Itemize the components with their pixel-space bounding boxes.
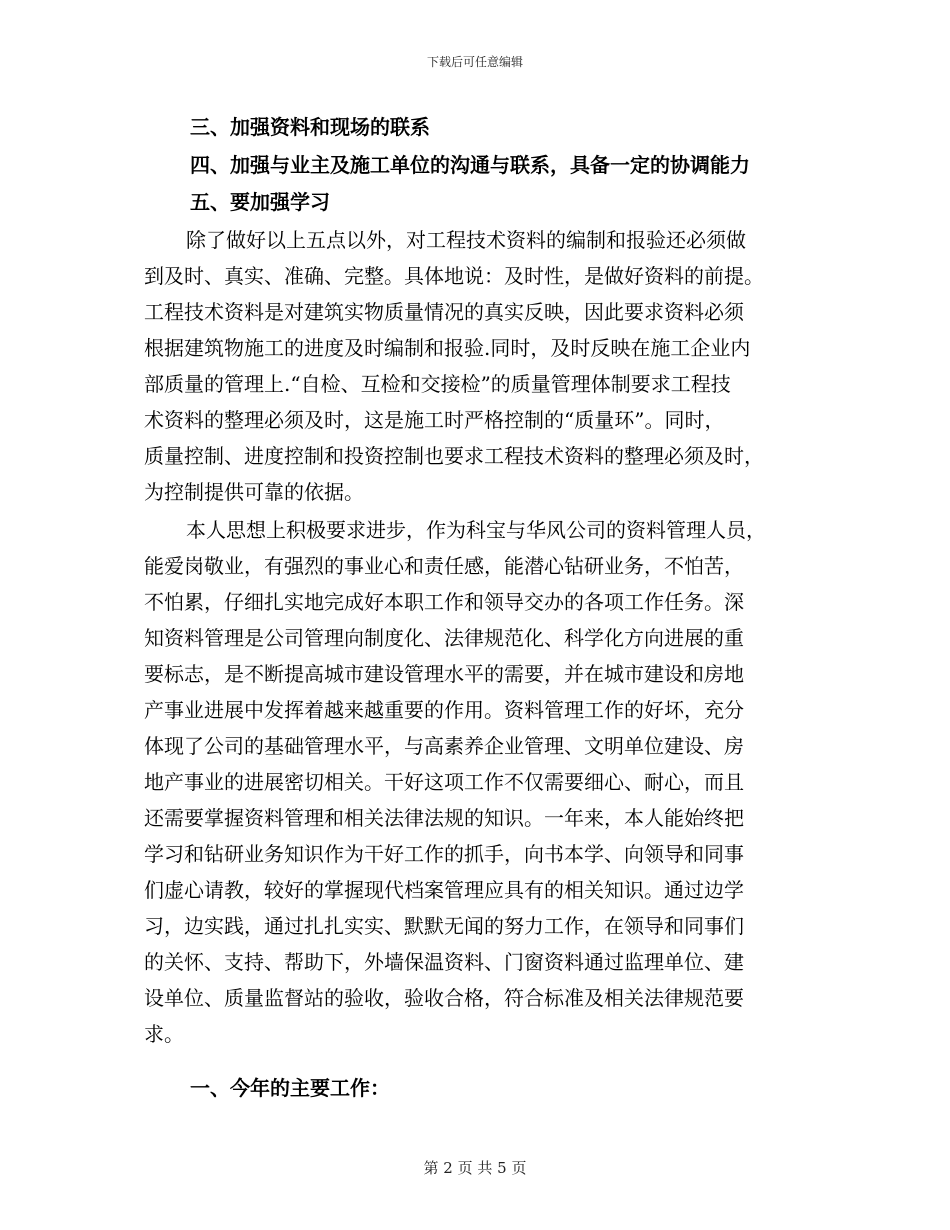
paragraph-line: 部质量的管理上.“自检、互检和交接检”的质量管理体制要求工程技 <box>144 372 731 396</box>
paragraph-line: 体现了公司的基础管理水平，与高素养企业管理、文明单位建设、房 <box>144 734 744 758</box>
paragraph-line: 术资料的整理必须及时，这是施工时严格控制的“质量环”。同时， <box>144 408 725 432</box>
paragraph-line: 产事业进展中发挥着越来越重要的作用。资料管理工作的好坏，充分 <box>144 698 744 722</box>
paragraph-line: 习，边实践，通过扎扎实实、默默无闻的努力工作，在领导和同事们 <box>144 914 744 938</box>
heading-four: 四、加强与业主及施工单位的沟通与联系，具备一定的协调能力 <box>190 153 750 177</box>
paragraph-line: 地产事业的进展密切相关。干好这项工作不仅需要细心、耐心，而且 <box>144 770 744 794</box>
paragraph-line: 根据建筑物施工的进度及时编制和报验.同时，及时反映在施工企业内 <box>144 336 751 360</box>
paragraph-line: 能爱岗敬业，有强烈的事业心和责任感，能潜心钻研业务，不怕苦， <box>144 554 744 578</box>
paragraph-line: 设单位、质量监督站的验收，验收合格，符合标准及相关法律规范要 <box>144 986 744 1010</box>
paragraph-line: 的关怀、支持、帮助下，外墙保温资料、门窗资料通过监理单位、建 <box>144 950 744 974</box>
paragraph-line: 知资料管理是公司管理向制度化、法律规范化、科学化方向进展的重 <box>144 626 744 650</box>
heading-three: 三、加强资料和现场的联系 <box>190 115 430 139</box>
paragraph-line: 质量控制、进度控制和投资控制也要求工程技术资料的整理必须及时， <box>144 444 764 468</box>
paragraph-line: 为控制提供可靠的依据。 <box>144 480 364 504</box>
paragraph-line: 要标志，是不断提高城市建设管理水平的需要，并在城市建设和房地 <box>144 662 744 686</box>
paragraph-line: 到及时、真实、准确、完整。具体地说：及时性，是做好资料的前提。 <box>144 264 764 288</box>
paragraph-line: 工程技术资料是对建筑实物质量情况的真实反映，因此要求资料必须 <box>144 300 744 324</box>
paragraph-line: 除了做好以上五点以外，对工程技术资料的编制和报验还必须做 <box>186 228 746 252</box>
paragraph-line: 求。 <box>144 1022 184 1046</box>
paragraph-line: 们虚心请教，较好的掌握现代档案管理应具有的相关知识。通过边学 <box>144 878 744 902</box>
page-footer: 第 2 页 共 5 页 <box>423 1159 527 1177</box>
paragraph-line: 还需要掌握资料管理和相关法律法规的知识。一年来，本人能始终把 <box>144 806 744 830</box>
page-header: 下载后可任意编辑 <box>426 55 523 69</box>
paragraph-line: 学习和钻研业务知识作为干好工作的抓手，向书本学、向领导和同事 <box>144 842 744 866</box>
heading-five: 五、要加强学习 <box>190 190 330 214</box>
section-heading-main-work: 一、今年的主要工作： <box>190 1076 390 1100</box>
paragraph-line: 本人思想上积极要求进步，作为科宝与华风公司的资料管理人员， <box>186 518 766 542</box>
paragraph-line: 不怕累，仔细扎实地完成好本职工作和领导交办的各项工作任务。深 <box>144 590 744 614</box>
